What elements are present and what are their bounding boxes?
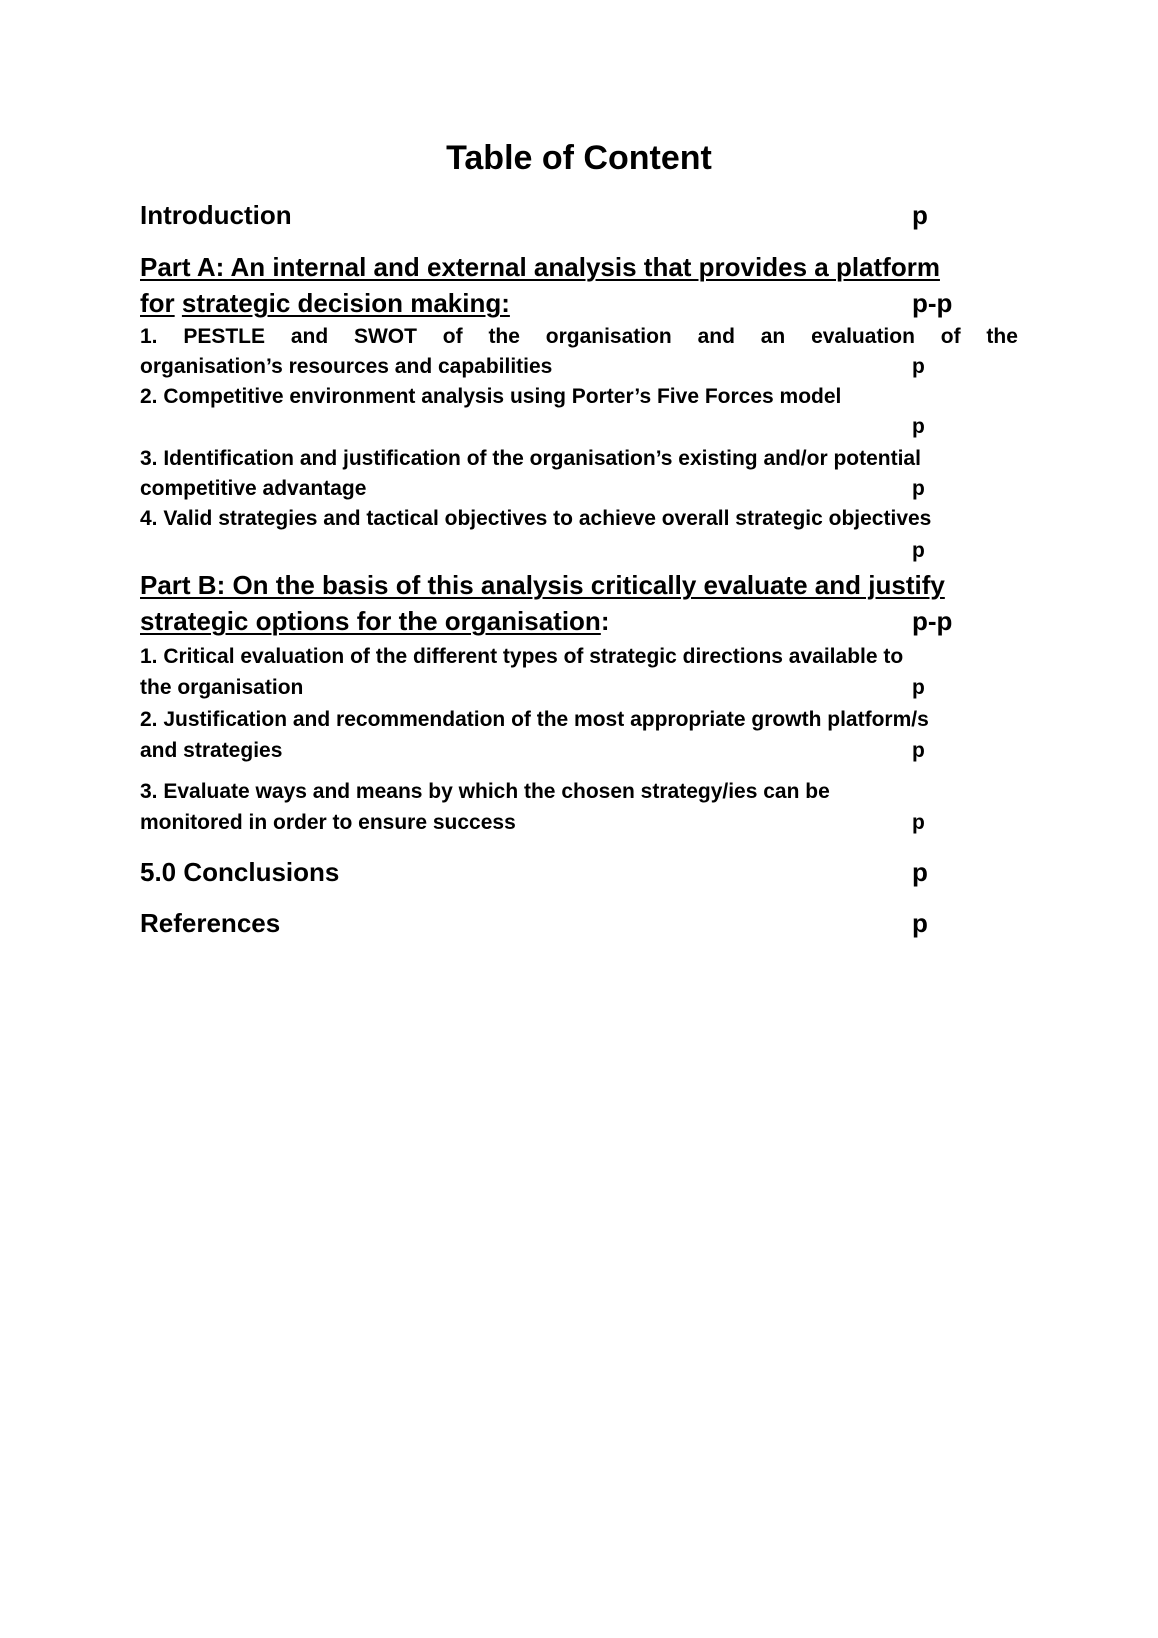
part-b-heading-text: strategic options for the organisation [140,606,601,636]
part-b-item-2-line1: 2. Justification and recommendation of the most appropriate growth platform/s [140,708,929,731]
part-b-item-3-page: p [912,811,925,834]
part-a-page: p-p [912,288,953,318]
part-b-item-3-line2: monitored in order to ensure success [140,811,516,834]
part-a-item-4-line1: 4. Valid strategies and tactical objectives to achieve overall strategic objectives [140,507,932,530]
word: PESTLE [183,325,266,348]
word: the [488,325,520,348]
toc-conclusions: 5.0 Conclusions [140,857,340,887]
part-a-item-3-page: p [912,477,925,500]
toc-references-page: p [912,908,928,938]
word: of [940,325,961,348]
part-b-heading-colon: : [600,606,610,636]
part-a-heading-line1: Part A: An internal and external analysis that provides a platform [140,252,940,282]
part-b-item-1-line2: the organisation [140,676,304,699]
part-b-item-2-line2: and strategies [140,739,283,762]
part-a-heading-rest: strategic decision making: [181,288,510,318]
part-b-item-2-page: p [912,739,925,762]
part-b-heading-line2 [140,606,610,636]
word: organisation [545,325,672,348]
part-b-page: p-p [912,606,953,636]
part-a-item-1-line2: organisation’s resources and capabilities [140,355,553,378]
page-title: Table of Content [446,139,712,177]
part-a-item-1-line1 [140,324,1018,349]
word: and [697,325,735,348]
word: evaluation [811,325,915,348]
word: the [986,325,1018,348]
toc-references: References [140,908,281,938]
part-a-item-3-line2: competitive advantage [140,477,367,500]
toc-conclusions-page: p [912,857,928,887]
part-a-heading-for: for [140,288,175,318]
word: an [760,325,786,348]
toc-introduction-page: p [912,200,928,230]
part-a-heading-line2 [140,288,510,318]
part-a-item-2-page: p [912,415,925,438]
part-b-item-1-page: p [912,676,925,699]
part-b-heading-line1: Part B: On the basis of this analysis critically evaluate and justify [140,570,945,600]
part-a-item-2-line1: 2. Competitive environment analysis using Porter’s Five Forces model [140,385,842,408]
part-a-item-3-line1: 3. Identification and justification of the organisation’s existing and/or potential [140,447,921,470]
part-a-item-1-page: p [912,355,925,378]
word: 1. [140,325,158,348]
part-b-item-3-line1: 3. Evaluate ways and means by which the chosen strategy/ies can be [140,780,830,803]
word: SWOT [353,325,417,348]
word: and [290,325,329,348]
toc-introduction: Introduction [140,200,292,230]
part-a-item-4-page: p [912,539,925,562]
part-b-item-1-line1: 1. Critical evaluation of the different types of strategic directions available to [140,645,904,668]
word: of [442,325,463,348]
